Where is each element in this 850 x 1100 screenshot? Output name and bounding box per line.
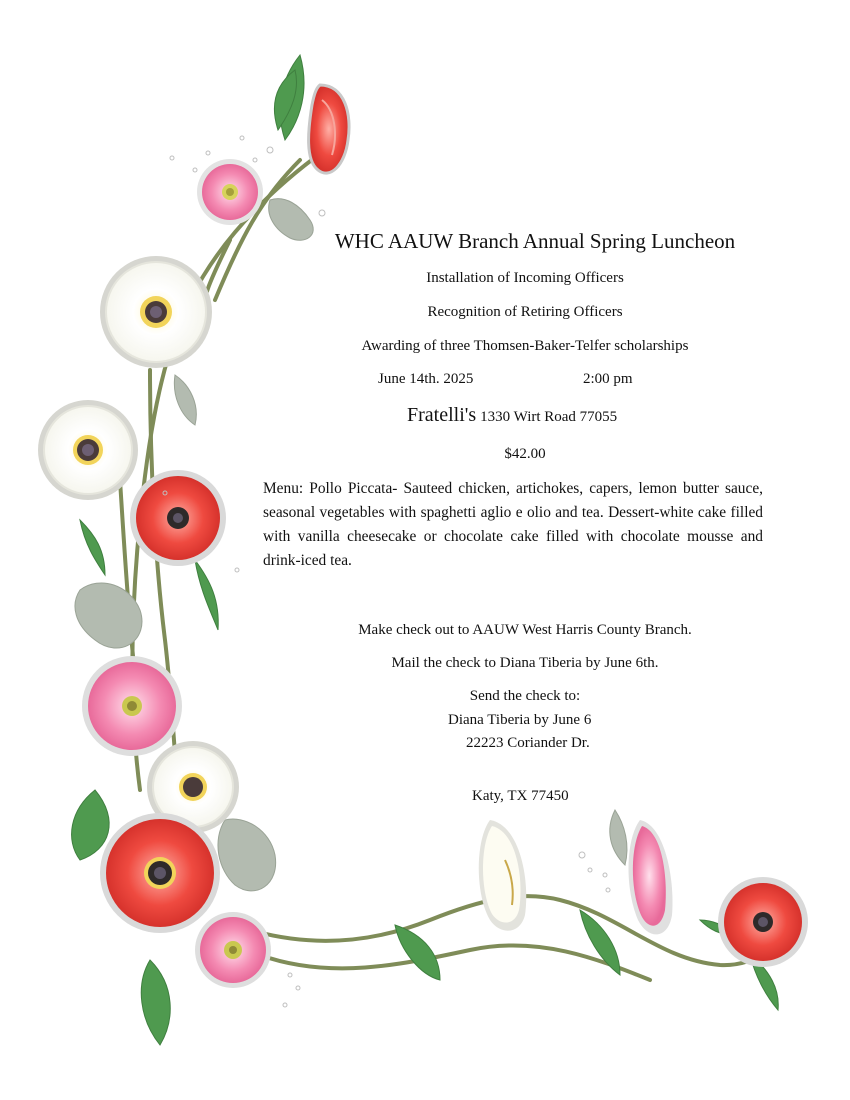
white-flower-1-icon xyxy=(100,256,212,368)
ticket-price: $42.00 xyxy=(504,446,546,462)
pink-flower-small-icon xyxy=(197,159,263,225)
event-date: June 14th. 2025 xyxy=(378,371,474,387)
pink-bud-icon xyxy=(628,820,672,934)
red-flower-right-icon xyxy=(718,877,808,967)
red-flower-large-icon xyxy=(100,813,220,933)
white-flower-2-icon xyxy=(38,400,138,500)
street-number: 22223 xyxy=(466,735,504,751)
send-check-label: Send the check to: xyxy=(469,688,581,704)
menu-description: Menu: Pollo Piccata- Sauteed chicken, artichokes, capers, lemon butter sauce, seasonal vegetables with spaghetti aglio e olio and tea. Dessert-white cake filled with vanilla cheesecake or chocolate cake filled with chocolate mousse and drink-iced tea. xyxy=(263,480,763,569)
officer-installation-line: Installation of Incoming Officers xyxy=(426,270,624,286)
white-bud-icon xyxy=(479,820,526,931)
event-title: WHC AAUW Branch Annual Spring Luncheon xyxy=(334,229,736,253)
check-payable-line: Make check out to AAUW West Harris County Branch. xyxy=(358,622,692,638)
event-time: 2:00 pm xyxy=(583,371,633,387)
officer-recognition-line: Recognition of Retiring Officers xyxy=(427,304,623,320)
street-name: Coriander Dr. xyxy=(507,735,590,751)
street-address xyxy=(466,735,590,752)
mail-deadline-line: Mail the check to Diana Tiberia by June 6th. xyxy=(391,655,659,671)
red-flower-top-icon xyxy=(309,85,349,173)
scholarship-line: Awarding of three Thomsen-Baker-Telfer scholarships xyxy=(361,338,689,354)
venue-line xyxy=(407,404,617,427)
pink-flower-bottom-icon xyxy=(195,912,271,988)
venue-address: 1330 Wirt Road 77055 xyxy=(480,409,618,425)
red-flower-middle-icon xyxy=(130,470,226,566)
recipient-line: Diana Tiberia by June 6 xyxy=(448,712,592,728)
venue-name: Fratelli's xyxy=(407,404,477,426)
city-state-zip: Katy, TX 77450 xyxy=(472,788,569,804)
pink-flower-middle-icon xyxy=(82,656,182,756)
